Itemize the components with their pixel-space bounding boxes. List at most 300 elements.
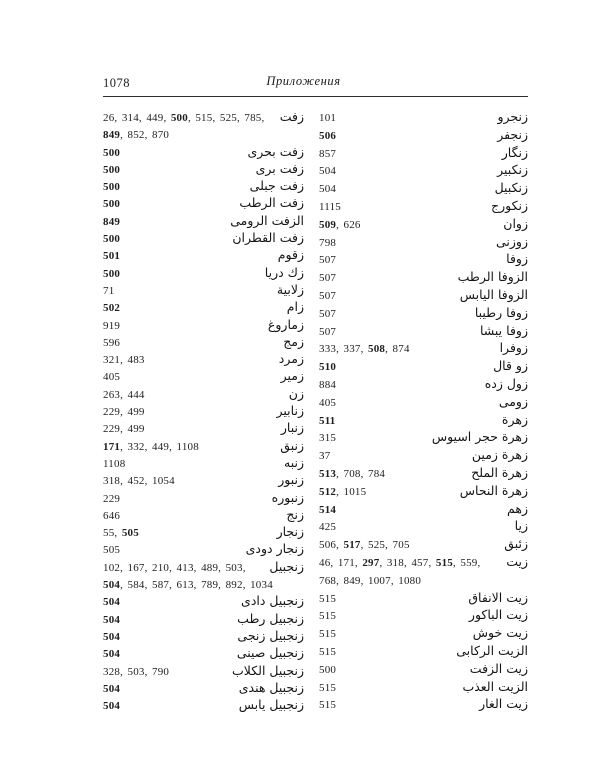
index-entry xyxy=(103,317,304,334)
page-ref: 874 xyxy=(392,343,410,356)
index-entry xyxy=(319,536,528,554)
page-ref: 849 xyxy=(103,129,121,142)
entry-term: زنگار xyxy=(501,144,528,160)
page-ref: 1115 xyxy=(319,200,341,213)
entry-term: زو قال xyxy=(493,358,528,374)
page-header xyxy=(103,74,528,91)
index-entry xyxy=(319,590,528,608)
page-ref: 790 xyxy=(152,665,170,678)
index-entry xyxy=(103,455,304,472)
entry-term: زنجبيل الكلاب xyxy=(232,662,304,678)
page-ref: 613 xyxy=(176,579,194,592)
entry-term: زلابية xyxy=(276,281,304,297)
index-entry xyxy=(319,287,528,305)
index-columns xyxy=(103,109,528,714)
page-ref: 504 xyxy=(103,682,121,695)
entry-term: زنج xyxy=(286,506,304,522)
entry-term: زنجبيل رطب xyxy=(237,610,304,626)
page-ref: 489 xyxy=(201,561,219,574)
page-ref: 337 xyxy=(343,343,361,356)
page-ref: 508 xyxy=(368,343,386,356)
entry-term: زوفرا xyxy=(499,340,528,356)
page-ref: 102 xyxy=(103,561,121,574)
page-ref: 315 xyxy=(319,432,337,445)
index-entry xyxy=(319,180,528,198)
entry-term: زوفا رطيبا xyxy=(474,304,528,320)
page-ref: 503 xyxy=(225,561,243,574)
index-entry xyxy=(103,230,304,247)
page-ref: 849 xyxy=(103,215,121,228)
page-ref: 500 xyxy=(103,146,121,159)
entry-pages xyxy=(103,302,120,314)
index-entry xyxy=(103,247,304,264)
entry-term: زوفا xyxy=(506,251,528,267)
index-entry xyxy=(103,663,304,680)
page-ref: 506 xyxy=(319,129,337,142)
index-entry xyxy=(103,334,304,351)
entry-pages xyxy=(319,272,336,284)
entry-term: زمج xyxy=(283,333,304,349)
page-ref: 515 xyxy=(319,645,337,658)
entry-pages xyxy=(319,361,336,373)
page-ref: 321 xyxy=(103,354,121,367)
index-column-right xyxy=(319,109,528,714)
index-entry xyxy=(103,507,304,524)
page-ref: 504 xyxy=(103,648,121,661)
entry-pages xyxy=(319,682,336,694)
page-ref: 500 xyxy=(170,112,188,124)
page-ref: 849 xyxy=(343,574,361,587)
entry-term: زنجرو xyxy=(497,109,528,124)
page-ref: 37 xyxy=(319,450,331,463)
entry-pages xyxy=(103,493,120,505)
page-ref: 483 xyxy=(127,354,145,367)
entry-pages xyxy=(103,285,114,297)
page-ref: 584 xyxy=(127,579,145,592)
page-ref: 789 xyxy=(201,579,219,592)
entry-pages: 506, 517, 525, 705 xyxy=(319,539,410,552)
index-entry xyxy=(319,376,528,394)
page-ref: 171 xyxy=(103,440,121,453)
entry-pages: 328, 503, 790 xyxy=(103,665,170,678)
entry-term: زنابير xyxy=(276,403,304,419)
page-ref: 328 xyxy=(103,665,121,678)
entry-term: زنكبيل xyxy=(494,180,528,196)
running-title: Приложения xyxy=(266,74,341,88)
page-ref: 500 xyxy=(103,267,121,280)
page-ref: 514 xyxy=(319,503,337,516)
entry-pages xyxy=(103,320,120,332)
index-entry xyxy=(319,269,528,287)
index-entry xyxy=(319,162,528,180)
entry-pages xyxy=(103,216,120,228)
entry-pages xyxy=(319,201,341,213)
index-entry xyxy=(103,524,304,541)
entry-pages xyxy=(319,397,336,409)
index-entry xyxy=(103,680,304,697)
entry-term: زهم xyxy=(507,500,528,516)
entry-term: زام xyxy=(286,299,304,315)
entry-pages: 321, 483 xyxy=(103,354,145,367)
page-ref: 26 xyxy=(103,112,115,124)
index-entry xyxy=(319,358,528,376)
entry-pages: 46, 171, 297, 318, 457, 515, 559, 768, 849, 1007, 1080 xyxy=(319,556,481,587)
index-entry xyxy=(103,368,304,385)
index-entry xyxy=(103,697,304,714)
entry-pages xyxy=(319,664,336,676)
index-entry xyxy=(319,429,528,447)
entry-term: زفت xyxy=(279,109,304,124)
folio-number: 1078 xyxy=(103,76,130,90)
entry-term: زنكورج xyxy=(491,197,528,213)
page-ref: 892 xyxy=(225,579,243,592)
index-entry xyxy=(319,625,528,643)
page-ref: 515 xyxy=(319,628,337,641)
entry-term: الزوفا الرطب xyxy=(457,269,528,285)
entry-pages xyxy=(319,254,336,266)
index-entry xyxy=(319,145,528,163)
page-ref: 505 xyxy=(103,544,121,557)
page-ref: 596 xyxy=(103,336,121,349)
page-ref: 500 xyxy=(103,163,121,176)
page-ref: 525 xyxy=(368,539,386,552)
entry-pages xyxy=(319,504,336,516)
entry-pages xyxy=(319,521,336,533)
page-ref: 1007 xyxy=(368,574,391,587)
page-ref: 505 xyxy=(121,527,139,540)
page-ref: 413 xyxy=(176,561,194,574)
index-entry xyxy=(103,144,304,161)
entry-pages xyxy=(103,198,120,210)
entry-pages xyxy=(103,510,120,522)
page-ref: 507 xyxy=(319,325,337,338)
entry-pages: 55, 505 xyxy=(103,527,139,540)
entry-term: زفت الرطب xyxy=(239,195,304,211)
page-ref: 1015 xyxy=(343,485,367,498)
entry-term: زك دريا xyxy=(264,264,304,280)
entry-pages: 513, 708, 784 xyxy=(319,467,386,480)
index-entry xyxy=(103,213,304,230)
index-entry xyxy=(103,593,304,610)
entry-pages xyxy=(319,237,336,249)
page-ref: 229 xyxy=(103,406,121,419)
entry-term: زهرة حجر اسيوس xyxy=(431,429,528,445)
page-ref: 919 xyxy=(103,319,121,332)
entry-pages: 26, 314, 449, 500, 515, 525, 785, 849, 852, 870 xyxy=(103,112,265,142)
page-ref: 444 xyxy=(127,388,145,401)
entry-term: الزوفا اليابس xyxy=(459,286,528,302)
entry-term: زهرة زمين xyxy=(471,447,528,463)
page-ref: 263 xyxy=(103,388,121,401)
entry-term: زفت جبلى xyxy=(249,178,304,194)
index-entry xyxy=(103,472,304,489)
page-ref: 504 xyxy=(103,700,121,713)
page-ref: 425 xyxy=(319,521,337,534)
entry-term: زوزنى xyxy=(495,233,528,249)
page-ref: 405 xyxy=(103,371,121,384)
index-entry xyxy=(319,198,528,216)
page-ref: 71 xyxy=(103,284,115,297)
page-ref: 768 xyxy=(319,574,337,587)
page-ref: 884 xyxy=(319,378,337,391)
index-entry xyxy=(319,412,528,430)
entry-term: زماروغ xyxy=(267,316,304,332)
entry-term: زنجار xyxy=(276,524,304,540)
entry-term: زنبار xyxy=(280,420,304,436)
entry-term: الزيت العذب xyxy=(462,678,528,694)
entry-pages xyxy=(319,432,336,444)
page-ref: 513 xyxy=(319,467,337,480)
page-ref: 798 xyxy=(319,236,337,249)
entry-pages xyxy=(103,596,120,608)
page-ref: 55 xyxy=(103,527,115,540)
page-ref: 507 xyxy=(319,254,337,267)
page-ref: 559 xyxy=(460,556,478,569)
index-entry xyxy=(103,109,304,144)
page-ref: 1034 xyxy=(250,579,273,592)
page-ref: 500 xyxy=(319,663,337,676)
entry-term: زنجبيل هندى xyxy=(238,679,304,695)
entry-pages xyxy=(319,308,336,320)
entry-pages xyxy=(319,112,336,124)
entry-term: زنجار دودى xyxy=(245,541,304,557)
index-entry xyxy=(319,394,528,412)
entry-term: زيت الانفاق xyxy=(468,589,528,605)
index-entry xyxy=(319,216,528,234)
index-entry xyxy=(103,282,304,299)
page-ref: 857 xyxy=(319,147,337,160)
page-ref: 504 xyxy=(103,630,121,643)
page-ref: 318 xyxy=(103,475,121,488)
entry-term: زنبه xyxy=(284,454,304,470)
index-entry xyxy=(319,483,528,501)
page-ref: 515 xyxy=(319,610,337,623)
entry-pages xyxy=(103,631,120,643)
page-ref: 499 xyxy=(127,406,145,419)
entry-term: زنكبير xyxy=(497,162,528,178)
page-ref: 507 xyxy=(319,272,337,285)
page-ref: 449 xyxy=(152,440,170,453)
entry-term: زيت الغار xyxy=(479,696,528,712)
page-ref: 1108 xyxy=(176,440,199,453)
page-ref: 506 xyxy=(319,539,337,552)
index-entry xyxy=(319,305,528,323)
page-ref: 502 xyxy=(103,302,121,315)
page-ref: 509 xyxy=(319,218,337,231)
entry-term: زفت القطران xyxy=(232,230,304,246)
entry-pages: 333, 337, 508, 874 xyxy=(319,343,410,356)
index-entry xyxy=(319,465,528,483)
entry-pages xyxy=(319,148,336,160)
page-ref: 517 xyxy=(343,539,361,552)
page-ref: 511 xyxy=(319,414,336,427)
page-ref: 318 xyxy=(386,556,404,569)
page-ref: 504 xyxy=(103,579,121,592)
page-ref: 333 xyxy=(319,343,337,356)
entry-term: زقوم xyxy=(277,247,304,263)
index-entry xyxy=(103,490,304,507)
entry-pages xyxy=(103,233,120,245)
index-entry xyxy=(319,643,528,661)
entry-term: زوفا يبشا xyxy=(479,322,528,338)
entry-term: زيت الباكور xyxy=(468,607,528,623)
index-entry xyxy=(103,386,304,403)
entry-pages: 171, 332, 449, 1108 xyxy=(103,440,199,453)
page-ref: 507 xyxy=(319,289,337,302)
entry-pages xyxy=(103,371,120,383)
entry-term: زفت برى xyxy=(255,160,304,176)
page-ref: 512 xyxy=(319,485,337,498)
entry-pages xyxy=(103,268,120,280)
entry-pages xyxy=(319,593,336,605)
entry-pages xyxy=(319,610,336,622)
entry-pages xyxy=(319,450,330,462)
entry-term: زمرد xyxy=(278,351,304,367)
entry-pages xyxy=(319,130,336,142)
page-ref: 229 xyxy=(103,492,121,505)
entry-term: زوان xyxy=(503,215,528,231)
entry-term: زنبوره xyxy=(271,489,304,505)
index-entry xyxy=(103,178,304,195)
page-ref: 708 xyxy=(343,467,361,480)
entry-term: زول زده xyxy=(484,375,528,391)
index-entry xyxy=(319,696,528,714)
entry-pages xyxy=(103,683,120,695)
index-entry xyxy=(319,518,528,536)
entry-term: زيا xyxy=(514,518,528,534)
index-entry xyxy=(319,607,528,625)
page-ref: 452 xyxy=(127,475,145,488)
entry-term: زهرة xyxy=(501,411,528,427)
entry-pages xyxy=(103,250,120,262)
page-ref: 46 xyxy=(319,556,331,569)
entry-term: زئبق xyxy=(504,536,528,552)
entry-term: زيت الزفت xyxy=(469,660,528,676)
entry-pages: 229, 499 xyxy=(103,406,145,419)
index-entry xyxy=(103,351,304,368)
entry-pages: 509, 626 xyxy=(319,218,361,231)
page-ref: 101 xyxy=(319,112,337,124)
entry-term: زيت xyxy=(506,553,528,569)
entry-pages xyxy=(103,700,120,712)
entry-term: زنجفر xyxy=(497,126,528,142)
page-ref: 500 xyxy=(103,198,121,211)
entry-pages xyxy=(103,337,120,349)
page-ref: 1054 xyxy=(152,475,175,488)
page-ref: 229 xyxy=(103,423,121,436)
entry-term: زن xyxy=(288,385,304,401)
entry-pages xyxy=(103,181,120,193)
index-entry xyxy=(319,109,528,127)
index-entry xyxy=(319,679,528,697)
page-ref: 503 xyxy=(127,665,145,678)
page-ref: 852 xyxy=(127,129,145,142)
page-ref: 297 xyxy=(362,556,380,569)
page-ref: 499 xyxy=(127,423,145,436)
entry-pages: 229, 499 xyxy=(103,423,145,436)
index-entry xyxy=(319,251,528,269)
page-ref: 504 xyxy=(103,613,121,626)
entry-pages xyxy=(319,326,336,338)
entry-pages xyxy=(103,458,125,470)
entry-pages: 318, 452, 1054 xyxy=(103,475,175,488)
page-ref: 1080 xyxy=(398,574,422,587)
entry-term: زنجبيل صينى xyxy=(236,645,304,661)
page-ref: 515 xyxy=(319,592,337,605)
entry-term: الزفت الرومى xyxy=(230,212,304,228)
index-entry xyxy=(319,340,528,358)
index-entry xyxy=(103,438,304,455)
page-ref: 449 xyxy=(146,112,164,124)
entry-pages xyxy=(103,614,120,626)
page-ref: 785 xyxy=(244,112,262,124)
index-entry xyxy=(103,299,304,316)
entry-pages xyxy=(103,648,120,660)
index-entry xyxy=(319,447,528,465)
index-entry xyxy=(103,541,304,558)
index-entry xyxy=(103,628,304,645)
entry-pages: 102, 167, 210, 413, 489, 503, 504, 584, 587, 613, 789, 892, 1034 xyxy=(103,561,273,592)
page-ref: 515 xyxy=(435,556,453,569)
header-rule xyxy=(103,96,528,97)
entry-term: زنجبيل زنجى xyxy=(237,627,304,643)
entry-term: زنبق xyxy=(280,437,304,453)
page-ref: 504 xyxy=(319,165,337,178)
index-entry xyxy=(319,127,528,145)
entry-term: زهرة الملح xyxy=(471,464,528,480)
index-entry xyxy=(319,234,528,252)
page-ref: 500 xyxy=(103,181,121,194)
entry-term: زهرة النحاس xyxy=(459,482,528,498)
page-ref: 507 xyxy=(319,307,337,320)
entry-pages: 512, 1015 xyxy=(319,485,367,498)
page-ref: 515 xyxy=(195,112,213,124)
index-entry xyxy=(103,611,304,628)
page-ref: 515 xyxy=(319,699,337,712)
entry-term: زنجبيل دادى xyxy=(241,593,304,609)
entry-term: زيت خوش xyxy=(472,625,528,641)
page-ref: 784 xyxy=(368,467,386,480)
entry-pages: 263, 444 xyxy=(103,388,145,401)
page-ref: 626 xyxy=(343,218,361,231)
page-ref: 500 xyxy=(103,233,121,246)
page-ref: 504 xyxy=(319,183,337,196)
entry-term: زنجبيل يابس xyxy=(238,697,304,713)
index-entry xyxy=(103,265,304,282)
index-entry xyxy=(319,661,528,679)
page-ref: 1108 xyxy=(103,457,126,470)
index-entry xyxy=(103,161,304,178)
index-entry xyxy=(319,554,528,590)
entry-pages xyxy=(319,379,336,391)
entry-pages xyxy=(103,544,120,556)
page-ref: 332 xyxy=(127,440,145,453)
entry-pages xyxy=(319,646,336,658)
page-ref: 705 xyxy=(392,539,410,552)
page-ref: 587 xyxy=(152,579,170,592)
entry-pages xyxy=(103,147,120,159)
page-ref: 314 xyxy=(121,112,139,124)
entry-pages xyxy=(319,165,336,177)
entry-term: زنبور xyxy=(278,472,304,488)
entry-pages xyxy=(103,164,120,176)
entry-term: زنجبيل xyxy=(269,558,304,574)
entry-term: زومى xyxy=(498,393,528,409)
page-ref: 525 xyxy=(219,112,237,124)
index-entry xyxy=(319,501,528,519)
page-ref: 171 xyxy=(337,556,355,569)
entry-term: زفت بحرى xyxy=(247,143,304,159)
